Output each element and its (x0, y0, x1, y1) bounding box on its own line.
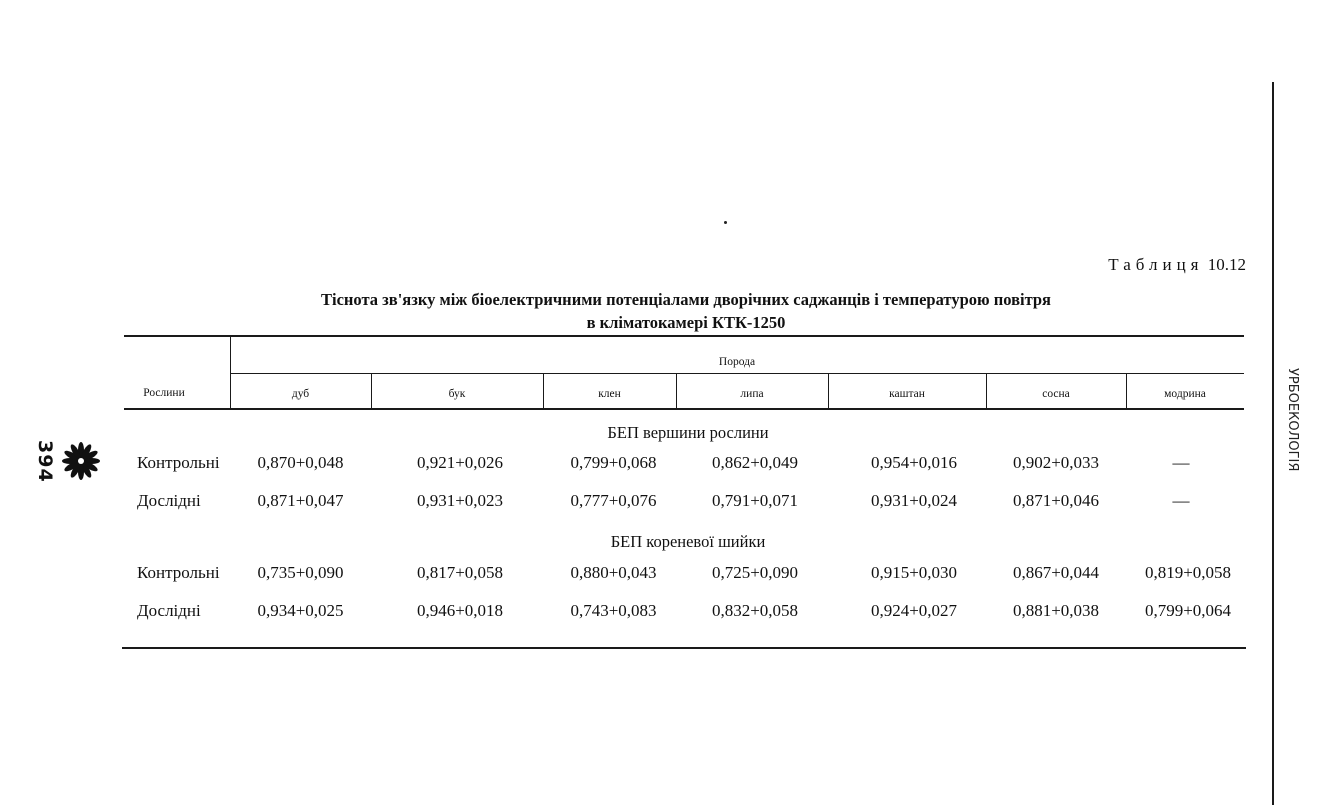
table-number (1000, 255, 1246, 275)
table-cell: 0,870+0,048 (257, 453, 344, 472)
row-label: Контрольні (137, 563, 220, 582)
column-header: модрина (1164, 388, 1206, 400)
flower-ornament-icon (60, 440, 102, 482)
table-cell: 0,880+0,043 (570, 563, 657, 582)
column-header: бук (448, 388, 466, 400)
table-cell: — (1172, 491, 1190, 510)
table-number-label: Таблиця (1108, 255, 1204, 274)
table-cell: 0,862+0,049 (711, 453, 799, 472)
table-cell: 0,934+0,025 (257, 601, 344, 620)
table-cell: 0,871+0,047 (257, 491, 344, 510)
table-caption (236, 288, 1136, 334)
table-cell: 0,725+0,090 (711, 563, 799, 582)
caption-line-1: Тіснота зв'язку між біоелектричними потенціалами дворічних саджанців і температурою повітря (321, 290, 1051, 309)
caption-line-2: в кліматокамері КТК-1250 (586, 313, 786, 332)
group-header-rule (230, 373, 1244, 374)
table-cell: 0,881+0,038 (1012, 601, 1100, 620)
table-bottom-rule (122, 647, 1246, 649)
row-label: Контрольні (137, 453, 220, 472)
table-cell: 0,735+0,090 (257, 563, 344, 582)
table-cell: 0,921+0,026 (416, 453, 504, 472)
section-title: БЕП вершини рослини (607, 423, 769, 442)
table-cell: 0,946+0,018 (416, 601, 504, 620)
page-number: 394 (34, 440, 56, 483)
table-cell: 0,902+0,033 (1012, 453, 1100, 472)
table-top-rule (124, 335, 1244, 337)
table-cell: — (1172, 453, 1190, 472)
table-cell: 0,799+0,064 (1144, 601, 1232, 620)
margin-rule (1272, 82, 1274, 805)
group-header: Порода (718, 356, 756, 368)
running-title: УРБОЕКОЛОГІЯ (1285, 368, 1300, 472)
table-cell: 0,819+0,058 (1144, 563, 1232, 582)
stray-mark (724, 221, 727, 224)
table-cell: 0,931+0,023 (416, 491, 504, 510)
header-bottom-rule (124, 408, 1244, 410)
table-cell: 0,791+0,071 (711, 491, 799, 510)
column-header: липа (740, 388, 764, 400)
table-cell: 0,799+0,068 (570, 453, 657, 472)
table-cell: 0,777+0,076 (570, 491, 657, 510)
table-number-value: 10.12 (1207, 255, 1246, 274)
table-cell: 0,743+0,083 (570, 601, 657, 620)
row-header: Рослини (143, 387, 185, 399)
column-header: дуб (291, 388, 310, 400)
row-label: Дослідні (137, 491, 201, 510)
table-cell: 0,915+0,030 (870, 563, 958, 582)
column-header: каштан (889, 388, 925, 400)
table-cell: 0,817+0,058 (416, 563, 504, 582)
section-title: БЕП кореневої шийки (610, 532, 766, 551)
table-cell: 0,832+0,058 (711, 601, 799, 620)
table-cell: 0,954+0,016 (870, 453, 958, 472)
column-header: клен (598, 388, 621, 400)
row-label: Дослідні (137, 601, 201, 620)
table-cell: 0,871+0,046 (1012, 491, 1100, 510)
table-cell: 0,931+0,024 (870, 491, 958, 510)
column-header: сосна (1042, 388, 1070, 400)
table-cell: 0,867+0,044 (1012, 563, 1100, 582)
table-cell: 0,924+0,027 (870, 601, 958, 620)
